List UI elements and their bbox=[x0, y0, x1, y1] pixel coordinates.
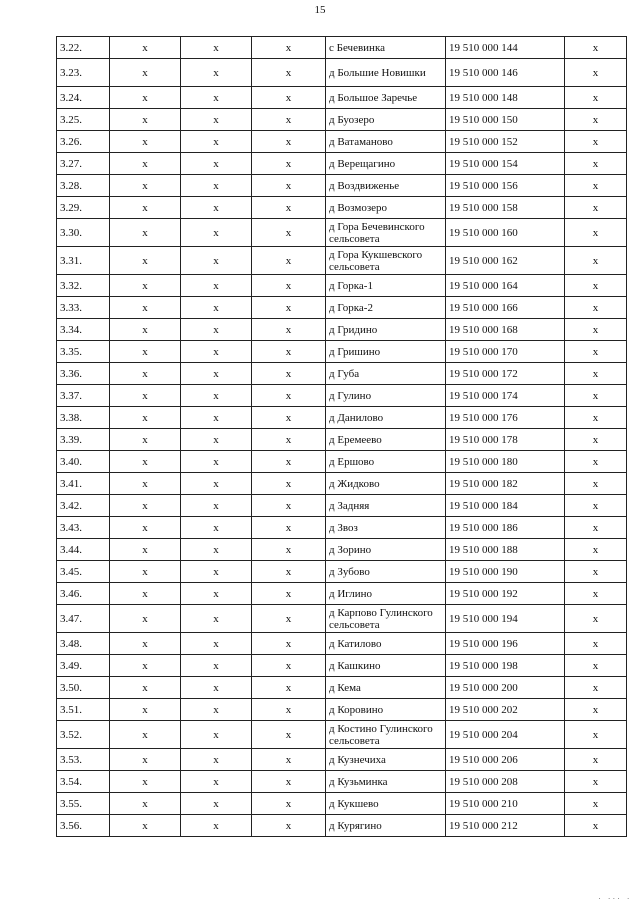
table-row bbox=[57, 495, 627, 517]
mark-cell: x bbox=[252, 677, 326, 699]
mark-cell: x bbox=[181, 793, 252, 815]
row-number-cell: 3.33. bbox=[57, 297, 110, 319]
mark-cell: x bbox=[565, 699, 627, 721]
row-number-cell: 3.50. bbox=[57, 677, 110, 699]
table-row bbox=[57, 633, 627, 655]
settlement-name-cell: д Карпово Гулинского сельсовета bbox=[326, 605, 446, 633]
mark-cell: x bbox=[110, 341, 181, 363]
table-row bbox=[57, 275, 627, 297]
mark-cell: x bbox=[252, 517, 326, 539]
row-number-cell: 3.39. bbox=[57, 429, 110, 451]
settlement-name-cell: д Задняя bbox=[326, 495, 446, 517]
oktmo-code-cell: 19 510 000 190 bbox=[446, 561, 565, 583]
oktmo-code-cell: 19 510 000 160 bbox=[446, 219, 565, 247]
oktmo-code-cell: 19 510 000 168 bbox=[446, 319, 565, 341]
table-row bbox=[57, 319, 627, 341]
mark-cell: x bbox=[110, 429, 181, 451]
mark-cell: x bbox=[181, 37, 252, 59]
settlement-name-cell: д Коровино bbox=[326, 699, 446, 721]
mark-cell: x bbox=[181, 407, 252, 429]
mark-cell: x bbox=[252, 385, 326, 407]
mark-cell: x bbox=[565, 87, 627, 109]
mark-cell: x bbox=[181, 175, 252, 197]
settlement-name-cell: д Буозеро bbox=[326, 109, 446, 131]
mark-cell: x bbox=[110, 495, 181, 517]
mark-cell: x bbox=[110, 109, 181, 131]
mark-cell: x bbox=[565, 109, 627, 131]
row-number-cell: 3.37. bbox=[57, 385, 110, 407]
mark-cell: x bbox=[110, 363, 181, 385]
oktmo-code-cell: 19 510 000 184 bbox=[446, 495, 565, 517]
mark-cell: x bbox=[252, 131, 326, 153]
mark-cell: x bbox=[110, 815, 181, 837]
row-number-cell: 3.24. bbox=[57, 87, 110, 109]
mark-cell: x bbox=[565, 815, 627, 837]
row-number-cell: 3.23. bbox=[57, 59, 110, 87]
row-number-cell: 3.43. bbox=[57, 517, 110, 539]
oktmo-code-cell: 19 510 000 154 bbox=[446, 153, 565, 175]
mark-cell: x bbox=[181, 153, 252, 175]
mark-cell: x bbox=[252, 275, 326, 297]
mark-cell: x bbox=[565, 219, 627, 247]
footer-marks: . ... . bbox=[598, 893, 632, 901]
mark-cell: x bbox=[565, 771, 627, 793]
mark-cell: x bbox=[565, 59, 627, 87]
mark-cell: x bbox=[110, 197, 181, 219]
settlement-name-cell: д Гора Бечевинского сельсовета bbox=[326, 219, 446, 247]
mark-cell: x bbox=[181, 363, 252, 385]
mark-cell: x bbox=[181, 341, 252, 363]
row-number-cell: 3.29. bbox=[57, 197, 110, 219]
mark-cell: x bbox=[252, 175, 326, 197]
mark-cell: x bbox=[565, 539, 627, 561]
mark-cell: x bbox=[252, 721, 326, 749]
oktmo-code-cell: 19 510 000 162 bbox=[446, 247, 565, 275]
settlement-name-cell: д Гулино bbox=[326, 385, 446, 407]
settlement-name-cell: д Гридино bbox=[326, 319, 446, 341]
oktmo-code-cell: 19 510 000 166 bbox=[446, 297, 565, 319]
settlement-name-cell: д Зорино bbox=[326, 539, 446, 561]
oktmo-code-cell: 19 510 000 194 bbox=[446, 605, 565, 633]
mark-cell: x bbox=[565, 297, 627, 319]
table-row bbox=[57, 451, 627, 473]
table-row bbox=[57, 721, 627, 749]
mark-cell: x bbox=[565, 583, 627, 605]
settlement-name-cell: д Большое Заречье bbox=[326, 87, 446, 109]
oktmo-code-cell: 19 510 000 146 bbox=[446, 59, 565, 87]
oktmo-code-cell: 19 510 000 156 bbox=[446, 175, 565, 197]
mark-cell: x bbox=[110, 605, 181, 633]
settlement-name-cell: д Катилово bbox=[326, 633, 446, 655]
mark-cell: x bbox=[252, 319, 326, 341]
table-row bbox=[57, 517, 627, 539]
oktmo-code-cell: 19 510 000 148 bbox=[446, 87, 565, 109]
row-number-cell: 3.36. bbox=[57, 363, 110, 385]
settlement-name-cell: д Ватаманово bbox=[326, 131, 446, 153]
oktmo-code-cell: 19 510 000 206 bbox=[446, 749, 565, 771]
mark-cell: x bbox=[110, 131, 181, 153]
mark-cell: x bbox=[565, 37, 627, 59]
mark-cell: x bbox=[181, 605, 252, 633]
settlements-table bbox=[56, 36, 627, 837]
mark-cell: x bbox=[110, 677, 181, 699]
oktmo-code-cell: 19 510 000 182 bbox=[446, 473, 565, 495]
settlement-name-cell: д Кема bbox=[326, 677, 446, 699]
mark-cell: x bbox=[565, 197, 627, 219]
mark-cell: x bbox=[252, 87, 326, 109]
mark-cell: x bbox=[565, 275, 627, 297]
oktmo-code-cell: 19 510 000 180 bbox=[446, 451, 565, 473]
mark-cell: x bbox=[565, 749, 627, 771]
row-number-cell: 3.42. bbox=[57, 495, 110, 517]
mark-cell: x bbox=[110, 699, 181, 721]
row-number-cell: 3.40. bbox=[57, 451, 110, 473]
settlement-name-cell: с Бечевинка bbox=[326, 37, 446, 59]
mark-cell: x bbox=[181, 771, 252, 793]
settlement-name-cell: д Кашкино bbox=[326, 655, 446, 677]
table-row bbox=[57, 385, 627, 407]
mark-cell: x bbox=[252, 561, 326, 583]
table-row bbox=[57, 539, 627, 561]
settlement-name-cell: д Кузьминка bbox=[326, 771, 446, 793]
mark-cell: x bbox=[181, 721, 252, 749]
mark-cell: x bbox=[565, 385, 627, 407]
mark-cell: x bbox=[252, 473, 326, 495]
mark-cell: x bbox=[252, 793, 326, 815]
table-row bbox=[57, 175, 627, 197]
mark-cell: x bbox=[181, 815, 252, 837]
table-row bbox=[57, 219, 627, 247]
mark-cell: x bbox=[110, 517, 181, 539]
settlement-name-cell: д Ершово bbox=[326, 451, 446, 473]
table-row bbox=[57, 407, 627, 429]
mark-cell: x bbox=[565, 561, 627, 583]
mark-cell: x bbox=[110, 175, 181, 197]
mark-cell: x bbox=[181, 677, 252, 699]
mark-cell: x bbox=[565, 721, 627, 749]
table-row bbox=[57, 153, 627, 175]
row-number-cell: 3.41. bbox=[57, 473, 110, 495]
mark-cell: x bbox=[565, 429, 627, 451]
mark-cell: x bbox=[252, 539, 326, 561]
settlement-name-cell: д Курягино bbox=[326, 815, 446, 837]
table-row bbox=[57, 363, 627, 385]
mark-cell: x bbox=[252, 407, 326, 429]
settlement-name-cell: д Кукшево bbox=[326, 793, 446, 815]
settlement-name-cell: д Возмозеро bbox=[326, 197, 446, 219]
mark-cell: x bbox=[181, 385, 252, 407]
table-row bbox=[57, 793, 627, 815]
mark-cell: x bbox=[181, 473, 252, 495]
table-row bbox=[57, 197, 627, 219]
mark-cell: x bbox=[565, 451, 627, 473]
mark-cell: x bbox=[181, 633, 252, 655]
mark-cell: x bbox=[565, 655, 627, 677]
oktmo-code-cell: 19 510 000 196 bbox=[446, 633, 565, 655]
mark-cell: x bbox=[181, 429, 252, 451]
row-number-cell: 3.35. bbox=[57, 341, 110, 363]
oktmo-code-cell: 19 510 000 212 bbox=[446, 815, 565, 837]
mark-cell: x bbox=[181, 297, 252, 319]
mark-cell: x bbox=[565, 473, 627, 495]
mark-cell: x bbox=[565, 793, 627, 815]
oktmo-code-cell: 19 510 000 204 bbox=[446, 721, 565, 749]
table-row bbox=[57, 247, 627, 275]
mark-cell: x bbox=[110, 749, 181, 771]
mark-cell: x bbox=[565, 495, 627, 517]
row-number-cell: 3.47. bbox=[57, 605, 110, 633]
mark-cell: x bbox=[181, 749, 252, 771]
mark-cell: x bbox=[252, 37, 326, 59]
settlement-name-cell: д Верещагино bbox=[326, 153, 446, 175]
settlement-name-cell: д Зубово bbox=[326, 561, 446, 583]
table-body bbox=[57, 37, 627, 837]
settlement-name-cell: д Горка-2 bbox=[326, 297, 446, 319]
mark-cell: x bbox=[181, 219, 252, 247]
mark-cell: x bbox=[565, 131, 627, 153]
oktmo-code-cell: 19 510 000 208 bbox=[446, 771, 565, 793]
mark-cell: x bbox=[252, 633, 326, 655]
table-row bbox=[57, 655, 627, 677]
mark-cell: x bbox=[252, 583, 326, 605]
mark-cell: x bbox=[181, 87, 252, 109]
mark-cell: x bbox=[181, 109, 252, 131]
row-number-cell: 3.27. bbox=[57, 153, 110, 175]
table-row bbox=[57, 429, 627, 451]
settlement-name-cell: д Гришино bbox=[326, 341, 446, 363]
mark-cell: x bbox=[565, 175, 627, 197]
mark-cell: x bbox=[110, 297, 181, 319]
mark-cell: x bbox=[110, 247, 181, 275]
mark-cell: x bbox=[565, 677, 627, 699]
mark-cell: x bbox=[252, 429, 326, 451]
mark-cell: x bbox=[181, 495, 252, 517]
row-number-cell: 3.53. bbox=[57, 749, 110, 771]
mark-cell: x bbox=[252, 341, 326, 363]
mark-cell: x bbox=[252, 699, 326, 721]
mark-cell: x bbox=[110, 793, 181, 815]
oktmo-code-cell: 19 510 000 210 bbox=[446, 793, 565, 815]
table-row bbox=[57, 131, 627, 153]
row-number-cell: 3.56. bbox=[57, 815, 110, 837]
table-row bbox=[57, 109, 627, 131]
oktmo-code-cell: 19 510 000 172 bbox=[446, 363, 565, 385]
mark-cell: x bbox=[252, 297, 326, 319]
mark-cell: x bbox=[181, 699, 252, 721]
mark-cell: x bbox=[181, 561, 252, 583]
mark-cell: x bbox=[181, 583, 252, 605]
mark-cell: x bbox=[110, 473, 181, 495]
mark-cell: x bbox=[110, 319, 181, 341]
oktmo-code-cell: 19 510 000 158 bbox=[446, 197, 565, 219]
row-number-cell: 3.25. bbox=[57, 109, 110, 131]
settlement-name-cell: д Жидково bbox=[326, 473, 446, 495]
mark-cell: x bbox=[110, 451, 181, 473]
mark-cell: x bbox=[110, 721, 181, 749]
mark-cell: x bbox=[565, 341, 627, 363]
mark-cell: x bbox=[181, 655, 252, 677]
row-number-cell: 3.49. bbox=[57, 655, 110, 677]
oktmo-code-cell: 19 510 000 202 bbox=[446, 699, 565, 721]
mark-cell: x bbox=[110, 37, 181, 59]
table-row bbox=[57, 749, 627, 771]
settlement-name-cell: д Гора Кукшевского сельсовета bbox=[326, 247, 446, 275]
mark-cell: x bbox=[181, 247, 252, 275]
mark-cell: x bbox=[110, 633, 181, 655]
mark-cell: x bbox=[110, 153, 181, 175]
mark-cell: x bbox=[252, 109, 326, 131]
mark-cell: x bbox=[252, 219, 326, 247]
oktmo-code-cell: 19 510 000 200 bbox=[446, 677, 565, 699]
table-row bbox=[57, 59, 627, 87]
oktmo-code-cell: 19 510 000 164 bbox=[446, 275, 565, 297]
oktmo-code-cell: 19 510 000 198 bbox=[446, 655, 565, 677]
mark-cell: x bbox=[181, 451, 252, 473]
mark-cell: x bbox=[565, 633, 627, 655]
settlement-name-cell: д Большие Новишки bbox=[326, 59, 446, 87]
table-row bbox=[57, 341, 627, 363]
table-row bbox=[57, 87, 627, 109]
mark-cell: x bbox=[110, 561, 181, 583]
mark-cell: x bbox=[565, 605, 627, 633]
oktmo-code-cell: 19 510 000 186 bbox=[446, 517, 565, 539]
oktmo-code-cell: 19 510 000 170 bbox=[446, 341, 565, 363]
settlement-name-cell: д Иглино bbox=[326, 583, 446, 605]
mark-cell: x bbox=[252, 153, 326, 175]
mark-cell: x bbox=[181, 275, 252, 297]
mark-cell: x bbox=[110, 59, 181, 87]
mark-cell: x bbox=[565, 319, 627, 341]
row-number-cell: 3.30. bbox=[57, 219, 110, 247]
oktmo-code-cell: 19 510 000 150 bbox=[446, 109, 565, 131]
mark-cell: x bbox=[565, 153, 627, 175]
row-number-cell: 3.55. bbox=[57, 793, 110, 815]
row-number-cell: 3.48. bbox=[57, 633, 110, 655]
table-row bbox=[57, 583, 627, 605]
mark-cell: x bbox=[252, 363, 326, 385]
row-number-cell: 3.22. bbox=[57, 37, 110, 59]
row-number-cell: 3.34. bbox=[57, 319, 110, 341]
mark-cell: x bbox=[252, 59, 326, 87]
table-row bbox=[57, 605, 627, 633]
mark-cell: x bbox=[110, 655, 181, 677]
settlement-name-cell: д Кузнечиха bbox=[326, 749, 446, 771]
mark-cell: x bbox=[252, 749, 326, 771]
mark-cell: x bbox=[565, 363, 627, 385]
mark-cell: x bbox=[110, 87, 181, 109]
mark-cell: x bbox=[565, 247, 627, 275]
oktmo-code-cell: 19 510 000 152 bbox=[446, 131, 565, 153]
settlement-name-cell: д Костино Гулинского сельсовета bbox=[326, 721, 446, 749]
settlement-name-cell: д Данилово bbox=[326, 407, 446, 429]
table-row bbox=[57, 699, 627, 721]
row-number-cell: 3.51. bbox=[57, 699, 110, 721]
table-row bbox=[57, 37, 627, 59]
oktmo-code-cell: 19 510 000 188 bbox=[446, 539, 565, 561]
row-number-cell: 3.52. bbox=[57, 721, 110, 749]
mark-cell: x bbox=[252, 495, 326, 517]
table-row bbox=[57, 561, 627, 583]
table-row bbox=[57, 677, 627, 699]
mark-cell: x bbox=[181, 131, 252, 153]
row-number-cell: 3.46. bbox=[57, 583, 110, 605]
mark-cell: x bbox=[181, 539, 252, 561]
mark-cell: x bbox=[252, 815, 326, 837]
mark-cell: x bbox=[252, 771, 326, 793]
settlement-name-cell: д Воздвиженье bbox=[326, 175, 446, 197]
mark-cell: x bbox=[110, 583, 181, 605]
settlement-name-cell: д Звоз bbox=[326, 517, 446, 539]
oktmo-code-cell: 19 510 000 174 bbox=[446, 385, 565, 407]
mark-cell: x bbox=[252, 451, 326, 473]
mark-cell: x bbox=[110, 407, 181, 429]
row-number-cell: 3.38. bbox=[57, 407, 110, 429]
mark-cell: x bbox=[565, 407, 627, 429]
settlement-name-cell: д Еремеево bbox=[326, 429, 446, 451]
mark-cell: x bbox=[110, 771, 181, 793]
mark-cell: x bbox=[110, 539, 181, 561]
mark-cell: x bbox=[181, 517, 252, 539]
mark-cell: x bbox=[181, 197, 252, 219]
mark-cell: x bbox=[181, 319, 252, 341]
mark-cell: x bbox=[110, 219, 181, 247]
mark-cell: x bbox=[252, 247, 326, 275]
settlement-name-cell: д Губа bbox=[326, 363, 446, 385]
mark-cell: x bbox=[110, 385, 181, 407]
table-row bbox=[57, 771, 627, 793]
mark-cell: x bbox=[252, 197, 326, 219]
mark-cell: x bbox=[565, 517, 627, 539]
mark-cell: x bbox=[110, 275, 181, 297]
oktmo-code-cell: 19 510 000 176 bbox=[446, 407, 565, 429]
table-row bbox=[57, 815, 627, 837]
oktmo-code-cell: 19 510 000 192 bbox=[446, 583, 565, 605]
settlement-name-cell: д Горка-1 bbox=[326, 275, 446, 297]
row-number-cell: 3.26. bbox=[57, 131, 110, 153]
row-number-cell: 3.32. bbox=[57, 275, 110, 297]
row-number-cell: 3.31. bbox=[57, 247, 110, 275]
mark-cell: x bbox=[252, 605, 326, 633]
oktmo-code-cell: 19 510 000 144 bbox=[446, 37, 565, 59]
row-number-cell: 3.44. bbox=[57, 539, 110, 561]
row-number-cell: 3.54. bbox=[57, 771, 110, 793]
row-number-cell: 3.45. bbox=[57, 561, 110, 583]
row-number-cell: 3.28. bbox=[57, 175, 110, 197]
page-number: 15 bbox=[314, 4, 326, 16]
table-row bbox=[57, 297, 627, 319]
mark-cell: x bbox=[252, 655, 326, 677]
mark-cell: x bbox=[181, 59, 252, 87]
table-row bbox=[57, 473, 627, 495]
oktmo-code-cell: 19 510 000 178 bbox=[446, 429, 565, 451]
